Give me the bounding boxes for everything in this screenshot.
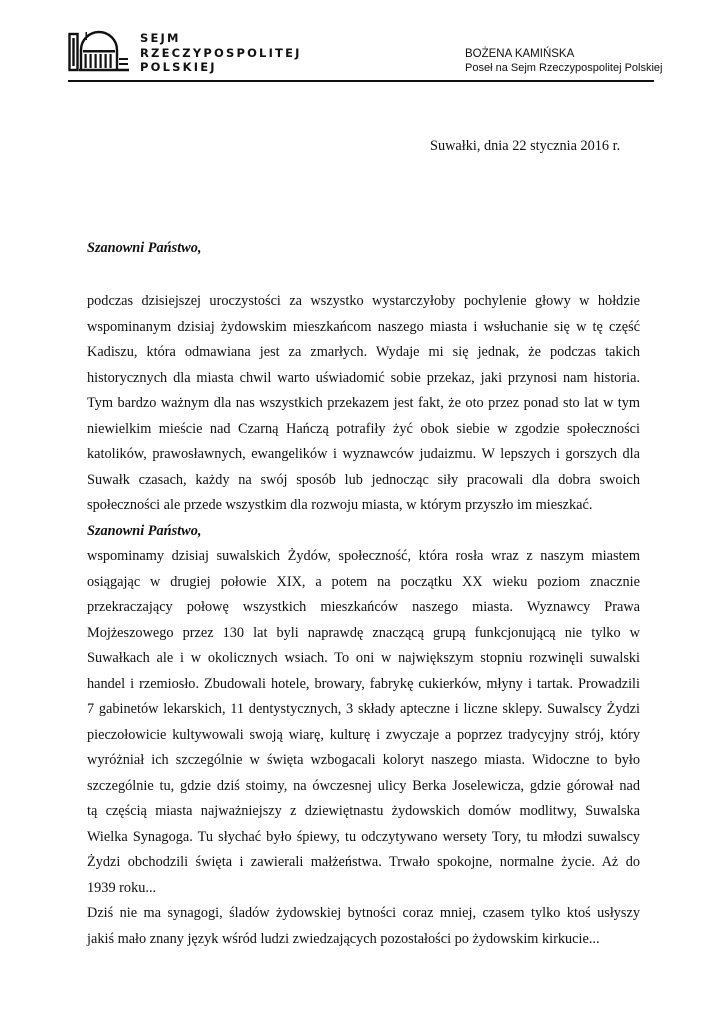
text-line: wspominamy dzisiaj suwalskich Żydów, społeczność, która rosła wraz z naszym miastem (87, 548, 640, 564)
salutation-repeat: Szanowni Państwo, (87, 522, 202, 539)
letter-body (87, 289, 640, 952)
text-line: wyróżniał ich szczególnie w święta wzbogacali koloryt naszego miasta. Widoczne to było (87, 752, 640, 768)
text-line: Suwałkach ale i w okolicznych wsiach. To oni w największym stopniu rozwinęli suwalski (87, 650, 640, 666)
text-line: 7 gabinetów lekarskich, 11 dentystycznych, 3 składy apteczne i liczne sklepy. Suwalscy Żydzi (87, 701, 640, 717)
letter-date: Suwałki, dnia 22 stycznia 2016 r. (430, 138, 621, 154)
text-line: Suwałk czasach, każdy na swój sposób lub jednocząc siły pracowali dla dobra swoich (87, 471, 640, 488)
salutation: Szanowni Państwo, (87, 240, 202, 256)
institution-line: SEJM (140, 31, 181, 45)
text-line: handel i rzemiosło. Zbudowali hotele, browary, fabrykę cukierków, młyny i tartak. Prowadzili (87, 675, 640, 692)
text-line: Tym bardzo ważnym dla nas wszystkich przekazem jest fakt, że oto przez ponad sto lat w tym (87, 395, 640, 411)
text-line: Żydzi obchodzili święta i zawierali małżeństwa. Trwało spokojne, normalne życie. Aż do (87, 854, 640, 870)
text-line: 1939 roku... (87, 879, 157, 896)
text-line: szczególnie tu, gdzie dziś stoimy, na ówczesnej ulicy Berka Joselewicza, gdzie górował nad (87, 777, 640, 794)
mp-name: BOŻENA KAMIŃSKA (465, 48, 575, 60)
text-line: pieczołowicie kultywowali swoją wiarę, kulturę i zwyczaje a poprzez tradycyjny strój, który (87, 726, 640, 743)
institution-name (140, 31, 302, 75)
text-line: katolików, prawosławnych, ewangelików i wyznawców judaizmu. W lepszych i gorszych dla (87, 446, 640, 462)
text-line: społeczności ale przede wszystkim dla rozwoju miasta, w którym przyszło im mieszkać. (87, 497, 593, 513)
text-line: Dziś nie ma synagogi, śladów żydowskiej bytności coraz mniej, czasem tylko ktoś usłyszy (87, 905, 640, 921)
text-line: przekraczający połowę wszystkich mieszkańców naszego miasta. Wyznawcy Prawa (87, 599, 640, 615)
text-line: jakiś mało znany język wśród ludzi zwiedzających pozostałości po żydowskim kirkucie... (87, 930, 600, 947)
text-line: Kadiszu, która odmawiana jest za zmarłych. Wydaje mi się jednak, że podczas takich (87, 344, 640, 360)
text-line: tą częścią miasta najważniejszy z dziewiętnastu żydowskich domów modlitwy, Suwalska (87, 803, 640, 819)
text-line: niewielkim mieście nad Czarną Hańczą potrafiły żyć obok siebie w zgodzie społeczności (87, 420, 640, 437)
text-line: Mojżeszowego przez 130 lat byli naprawdę znaczącą grupą funkcjonującą nie tylko w (87, 624, 640, 641)
institution-line: POLSKIEJ (140, 60, 217, 74)
institution-line: RZECZYPOSPOLITEJ (140, 45, 302, 60)
text-line: wspominanym dzisiaj żydowskim mieszkańcom naszego miasta i wsłuchanie się w tę część (87, 318, 640, 335)
text-line: Wielka Synagoga. Tu słychać było śpiewy, tu odczytywano wersety Tory, tu młodzi suwalscy (87, 828, 640, 845)
text-line: historycznych dla miasta chwil warto uświadomić sobie przekaz, jaki przynosi nam historia. (87, 369, 640, 386)
mp-info (465, 47, 662, 75)
text-line: osiągając w drugiej połowie XIX, a potem na początku XX wieku poziom znacznie (87, 573, 640, 590)
sejm-building-icon (68, 28, 130, 72)
text-line: podczas dzisiejszej uroczystości za wszystko wystarczyłoby pochylenie głowy w hołdzie (87, 293, 640, 309)
header-divider (68, 80, 654, 82)
mp-role: Poseł na Sejm Rzeczypospolitej Polskiej (465, 62, 663, 74)
